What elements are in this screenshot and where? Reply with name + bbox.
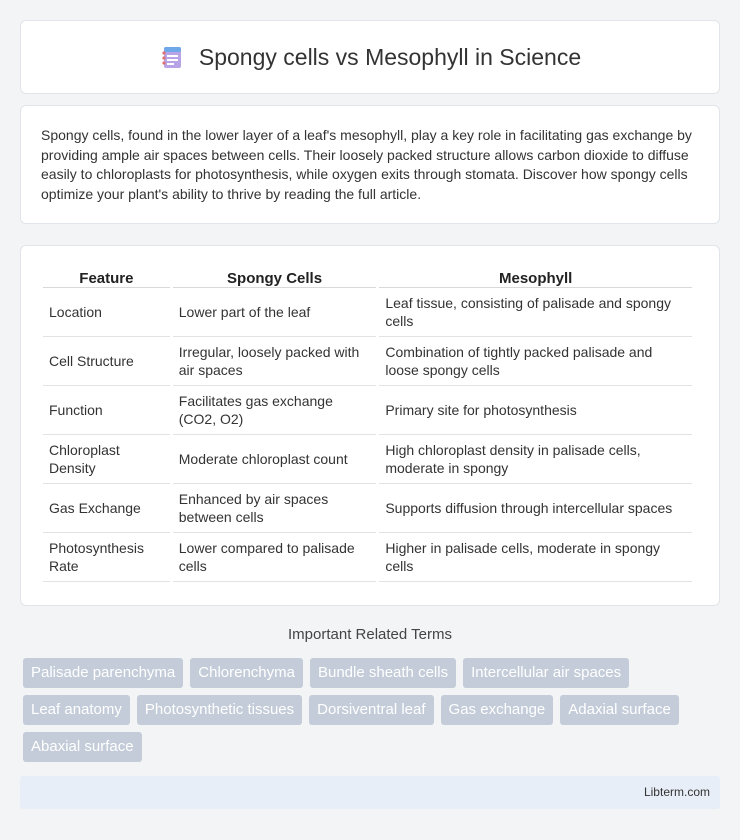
tag-bundle-sheath-cells[interactable]: Bundle sheath cells [310,658,456,688]
row-feature: Gas Exchange [43,484,170,533]
table-row [43,288,692,337]
tag-dorsiventral-leaf[interactable]: Dorsiventral leaf [309,695,433,725]
table-row [43,484,692,533]
row-mesophyll: Higher in palisade cells, moderate in spongy cells [379,533,692,582]
row-feature: Location [43,288,170,337]
row-spongy: Facilitates gas exchange (CO2, O2) [173,386,377,435]
page-title: Spongy cells vs Mesophyll in Science [198,43,582,70]
intro-paragraph: Spongy cells, found in the lower layer of a leaf's mesophyll, play a key role in facilitating gas exchange by providing ample air spaces between cells. Their loosely packed structure allows carbon dioxide to diffuse easily to chloroplasts for photosynthesis, while oxygen exits through stomata. Discover how spongy cells optimize your plant's ability to thrive by reading the full article. [41,127,692,202]
row-spongy: Moderate chloroplast count [173,435,377,484]
row-spongy: Lower compared to palisade cells [173,533,377,582]
row-spongy: Irregular, loosely packed with air spaces [173,337,377,386]
related-terms-list [23,658,723,769]
tag-intercellular-air-spaces[interactable]: Intercellular air spaces [463,658,629,688]
related-terms-title: Important Related Terms [288,626,452,643]
row-feature: Chloroplast Density [43,435,170,484]
row-feature: Photosynthesis Rate [43,533,170,582]
tag-abaxial-surface[interactable]: Abaxial surface [23,732,142,762]
row-spongy: Lower part of the leaf [173,288,377,337]
tag-adaxial-surface[interactable]: Adaxial surface [560,695,679,725]
row-mesophyll: Leaf tissue, consisting of palisade and spongy cells [379,288,692,337]
tag-palisade-parenchyma[interactable]: Palisade parenchyma [23,658,183,688]
title-card [20,20,720,94]
row-feature: Cell Structure [43,337,170,386]
comparison-table [40,266,695,582]
header-feature: Feature [43,266,170,288]
notebook-icon [159,44,185,70]
table-row [43,533,692,582]
tag-leaf-anatomy[interactable]: Leaf anatomy [23,695,130,725]
row-mesophyll: High chloroplast density in palisade cells, moderate in spongy [379,435,692,484]
tag-photosynthetic-tissues[interactable]: Photosynthetic tissues [137,695,302,725]
table-row [43,337,692,386]
header-spongy-cells: Spongy Cells [173,266,377,288]
intro-card [20,105,720,224]
table-header-row [43,266,692,288]
row-mesophyll: Combination of tightly packed palisade and loose spongy cells [379,337,692,386]
table-row [43,435,692,484]
row-mesophyll: Primary site for photosynthesis [379,386,692,435]
footer [20,776,720,809]
comparison-card [20,245,720,606]
row-spongy: Enhanced by air spaces between cells [173,484,377,533]
row-mesophyll: Supports diffusion through intercellular spaces [379,484,692,533]
table-row [43,386,692,435]
tag-gas-exchange[interactable]: Gas exchange [441,695,554,725]
header-mesophyll: Mesophyll [379,266,692,288]
row-feature: Function [43,386,170,435]
footer-site-link[interactable]: Libterm.com [643,785,710,799]
tag-chlorenchyma[interactable]: Chlorenchyma [190,658,303,688]
